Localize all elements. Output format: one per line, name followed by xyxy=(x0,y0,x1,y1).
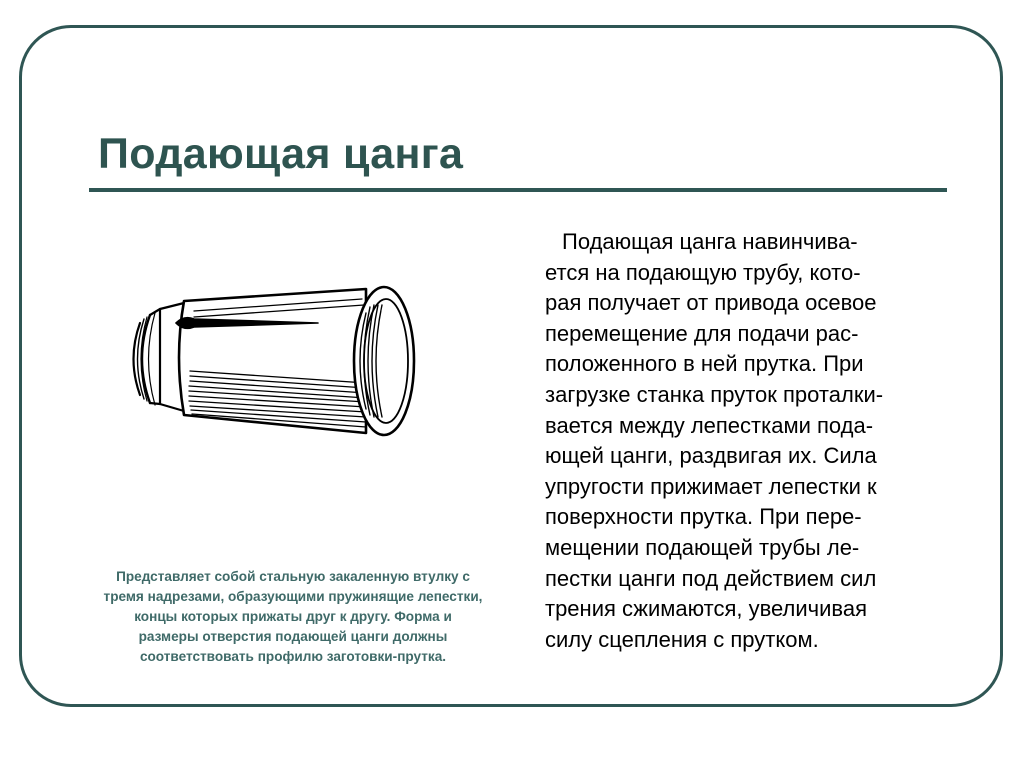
body-line: трения сжимаются, увеличивая xyxy=(545,596,868,622)
body-line: ется на подающую трубу, кото- xyxy=(545,259,861,285)
image-caption xyxy=(48,567,538,667)
caption-line: Представляет собой стальную закаленную втулку с xyxy=(116,569,470,584)
body-line: упругости прижимает лепестки к xyxy=(545,473,877,499)
title-underline xyxy=(89,188,947,192)
body-line: поверхности прутка. При пере- xyxy=(545,504,862,530)
body-line: ющей цанги, раздвигая их. Сила xyxy=(545,443,877,469)
feed-collet-illustration xyxy=(128,283,420,439)
body-line: положенного в ней прутка. При xyxy=(545,351,864,377)
body-line: пестки цанги под действием сил xyxy=(545,565,877,591)
body-line: вается между лепестками пода- xyxy=(545,412,874,438)
body-line: загрузке станка пруток проталки- xyxy=(545,381,884,407)
caption-line: размеры отверстия подающей цанги должны xyxy=(138,629,448,644)
body-line: рая получает от привода осевое xyxy=(545,290,877,316)
body-line: силу сцепления с прутком. xyxy=(545,626,819,652)
caption-line: концы которых прижаты друг к другу. Форма и xyxy=(134,609,452,624)
caption-line: тремя надрезами, образующими пружинящие лепестки, xyxy=(103,589,483,604)
caption-line: соответствовать профилю заготовки-прутка. xyxy=(139,649,447,664)
body-line: Подающая цанга навинчива- xyxy=(562,229,858,254)
body-line: мещении подающей трубы ле- xyxy=(545,534,860,560)
body-line: перемещение для подачи рас- xyxy=(545,320,859,346)
body-paragraph xyxy=(545,227,990,655)
slide-title: Подающая цанга xyxy=(98,130,464,178)
